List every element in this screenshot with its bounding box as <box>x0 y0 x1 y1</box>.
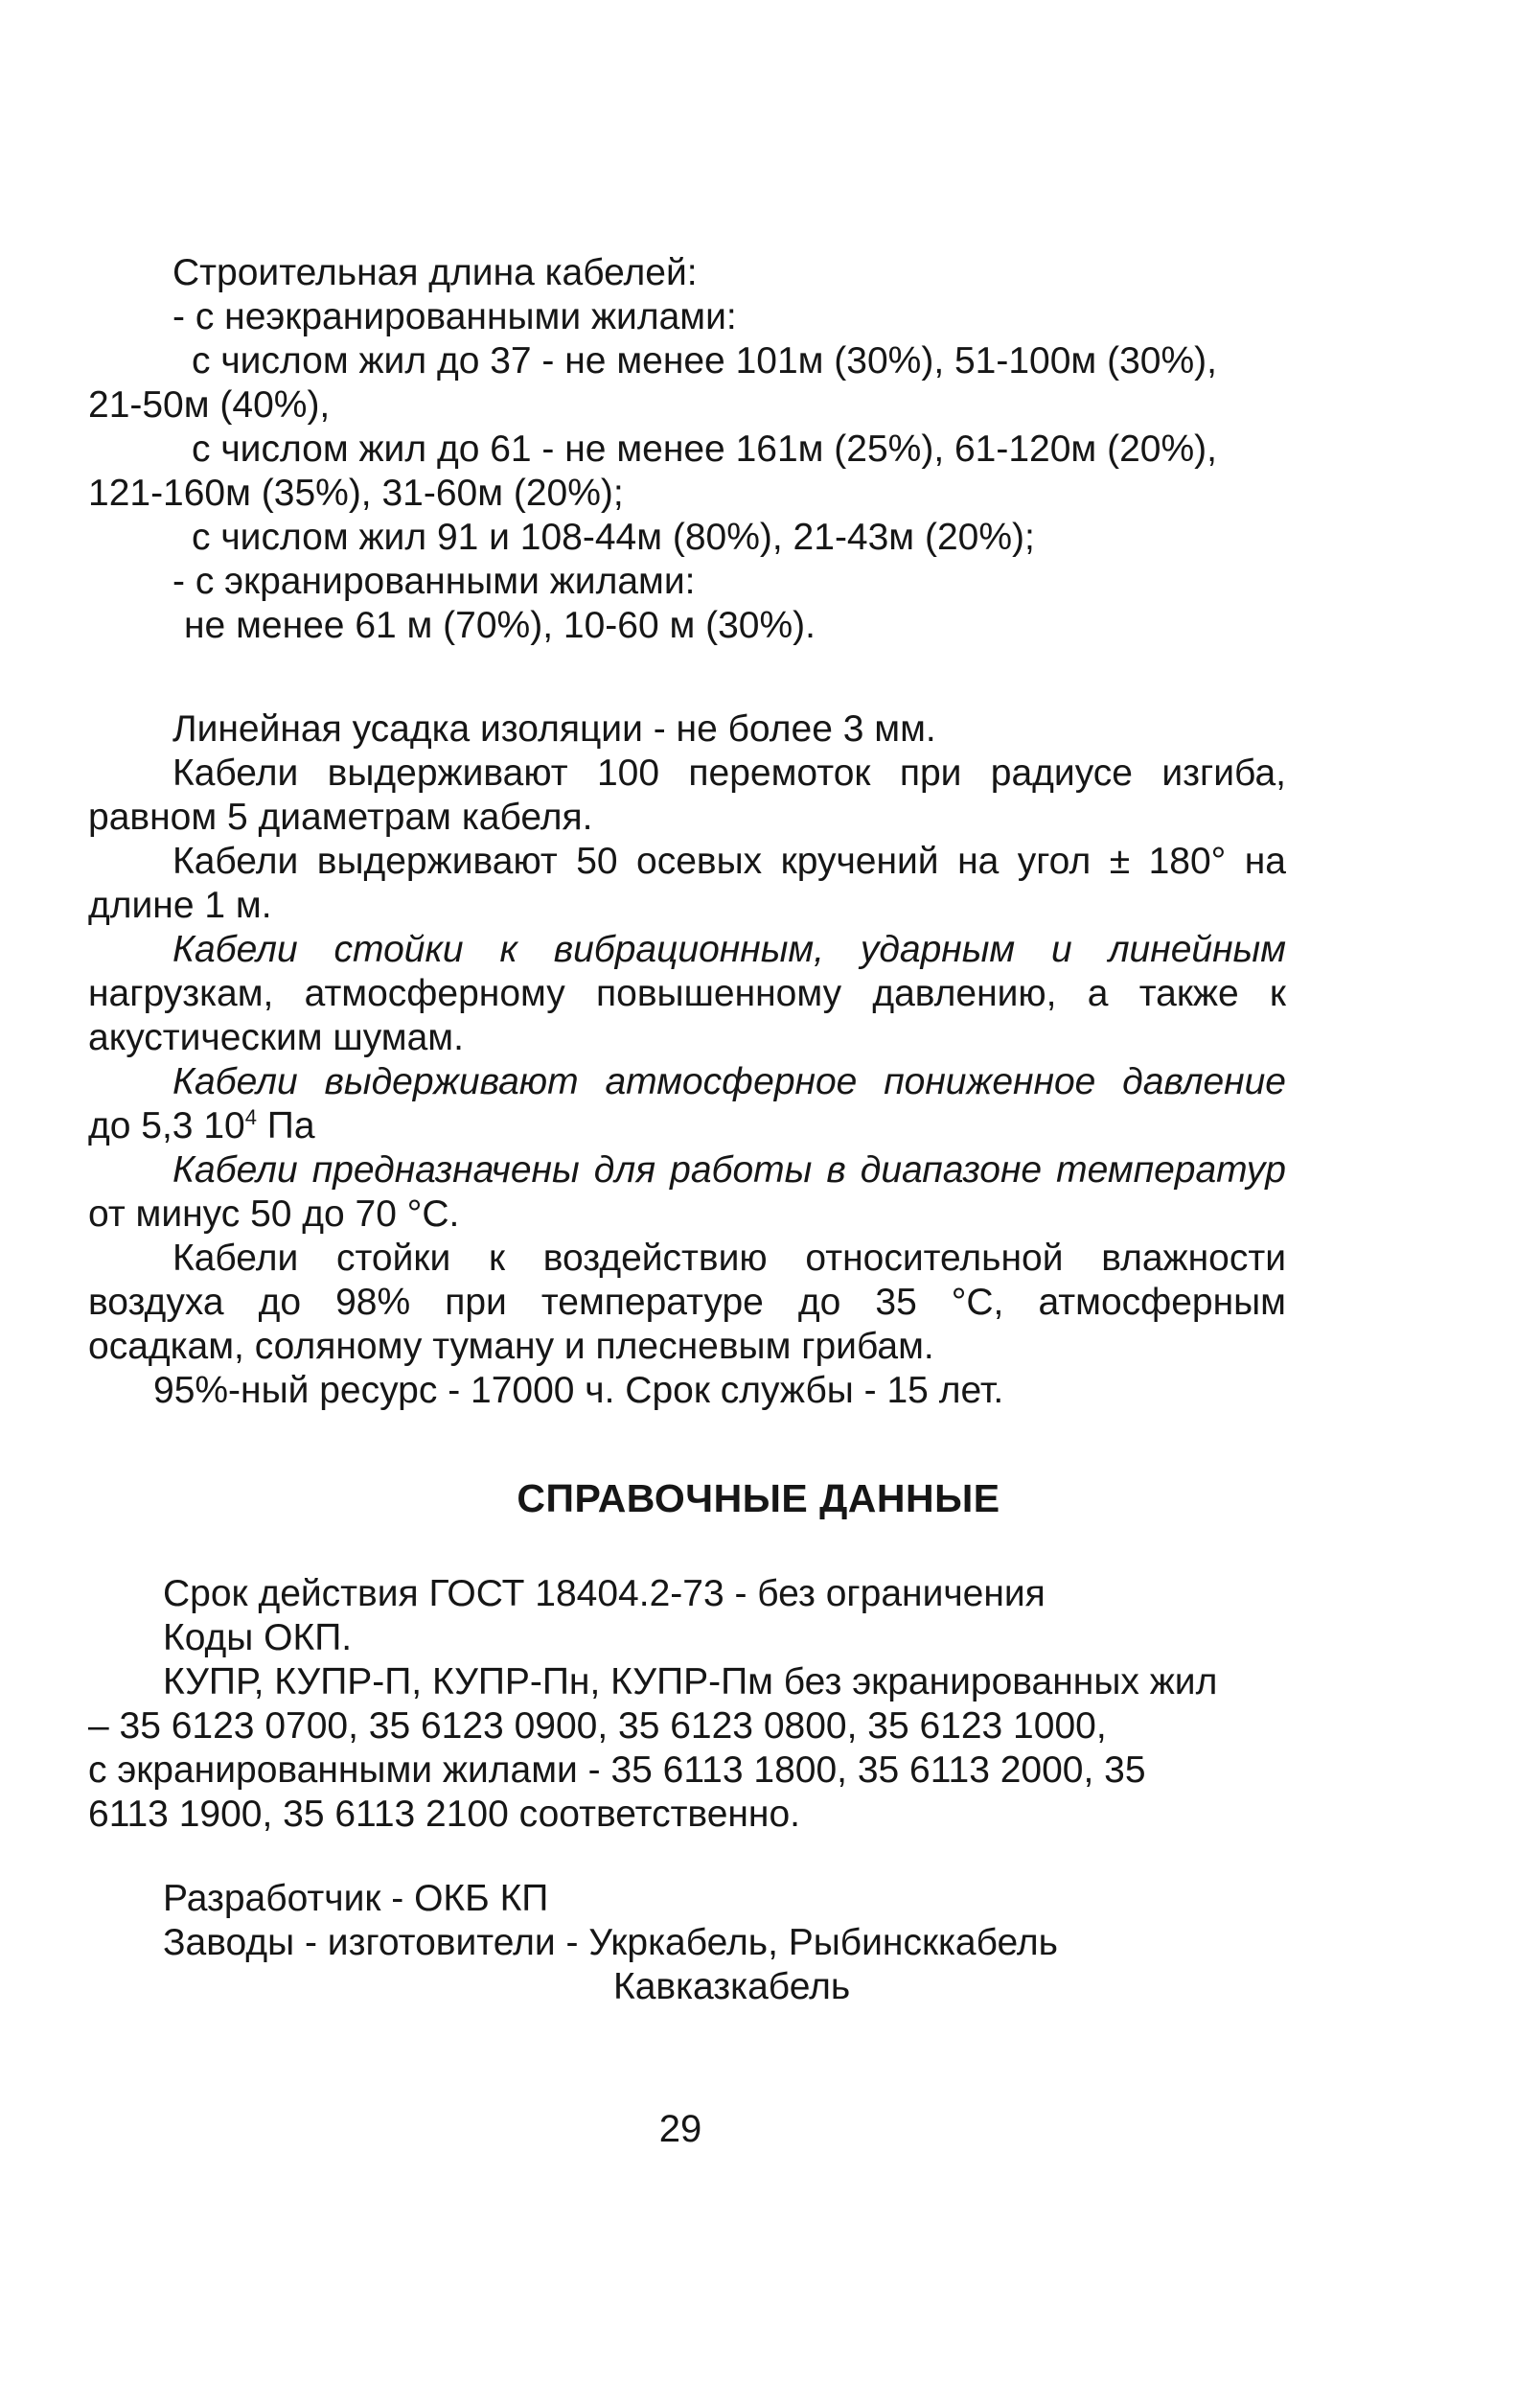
pressure-value: до 5,3 10 <box>88 1105 245 1146</box>
codes-line-2: – 35 6123 0700, 35 6123 0900, 35 6123 0800, 35 6123 1000, <box>88 1705 1107 1747</box>
cores-91-108-line: с числом жил 91 и 108-44м (80%), 21-43м (20%); <box>192 517 1035 558</box>
humidity-line-2: воздуха до 98% при температуре до 35 °С, атмосферным <box>88 1282 1286 1323</box>
codes-line-3: с экранированными жилами - 35 6113 1800, 35 6113 2000, 35 <box>88 1749 1146 1791</box>
manufacturers-line-1: Заводы - изготовители - Укркабель, Рыбинсккабель <box>163 1922 1058 1963</box>
shrinkage-line: Линейная усадка изоляции - не более 3 мм. <box>172 708 936 750</box>
okp-codes-label: Коды ОКП. <box>163 1617 353 1658</box>
pressure-line-2 <box>88 1104 1286 1148</box>
temperature-line-1: Кабели предназначены для работы в диапазоне температур <box>172 1149 1286 1191</box>
manufacturer-section <box>88 1877 1296 2009</box>
vibration-line-3: акустическим шумам. <box>88 1017 464 1058</box>
codes-line-4: 6113 1900, 35 6113 2100 соответственно. <box>88 1794 800 1835</box>
twist-line-1: Кабели выдерживают 50 осевых кручений на угол ± 180° на <box>172 841 1286 882</box>
codes-line-1: КУПР, КУПР-П, КУПР-Пн, КУПР-Пм без экранированных жил <box>163 1661 1218 1702</box>
up-to-61-line-2: 121-160м (35%), 31-60м (20%); <box>88 473 624 514</box>
rewind-line-2: равном 5 диаметрам кабеля. <box>88 797 593 838</box>
up-to-37-line-2: 21-50м (40%), <box>88 384 331 426</box>
manufacturers-line-2: Кавказкабель <box>613 1966 851 2007</box>
unscreened-heading: - с неэкранированными жилами: <box>172 296 737 337</box>
reference-heading: СПРАВОЧНЫЕ ДАННЫЕ <box>517 1476 1000 1520</box>
screened-heading: - с экранированными жилами: <box>172 561 696 602</box>
page-number: 29 <box>658 2108 702 2150</box>
rewind-line-1: Кабели выдерживают 100 перемоток при радиусе изгиба, <box>172 752 1286 794</box>
vibration-line-1: Кабели стойки к вибрационным, ударным и линейным <box>172 929 1286 970</box>
humidity-line-1: Кабели стойки к воздействию относительной влажности <box>172 1238 1286 1279</box>
developer-line: Разработчик - ОКБ КП <box>163 1878 549 1919</box>
gost-validity-line: Срок действия ГОСТ 18404.2-73 - без ограничения <box>163 1573 1046 1614</box>
construction-length-section <box>88 251 1296 648</box>
pressure-exponent: 4 <box>244 1105 257 1129</box>
pressure-line-1: Кабели выдерживают атмосферное пониженное давление <box>172 1061 1286 1102</box>
vibration-line-2: нагрузкам, атмосферному повышенному давлению, а также к <box>88 973 1286 1014</box>
up-to-37-line-1: с числом жил до 37 - не менее 101м (30%), 51-100м (30%), <box>192 340 1217 382</box>
screened-values: не менее 61 м (70%), 10-60 м (30%). <box>184 605 816 646</box>
pressure-unit: Па <box>256 1105 315 1146</box>
construction-length-title: Строительная длина кабелей: <box>172 252 698 293</box>
properties-section <box>88 707 1286 1413</box>
temperature-line-2: от минус 50 до 70 °С. <box>88 1193 460 1235</box>
humidity-line-3: осадкам, соляному туману и плесневым грибам. <box>88 1326 934 1367</box>
twist-line-2: длине 1 м. <box>88 885 272 926</box>
resource-line: 95%-ный ресурс - 17000 ч. Срок службы - 15 лет. <box>153 1370 1004 1411</box>
reference-section <box>88 1572 1296 1837</box>
up-to-61-line-1: с числом жил до 61 - не менее 161м (25%), 61-120м (20%), <box>192 428 1217 470</box>
